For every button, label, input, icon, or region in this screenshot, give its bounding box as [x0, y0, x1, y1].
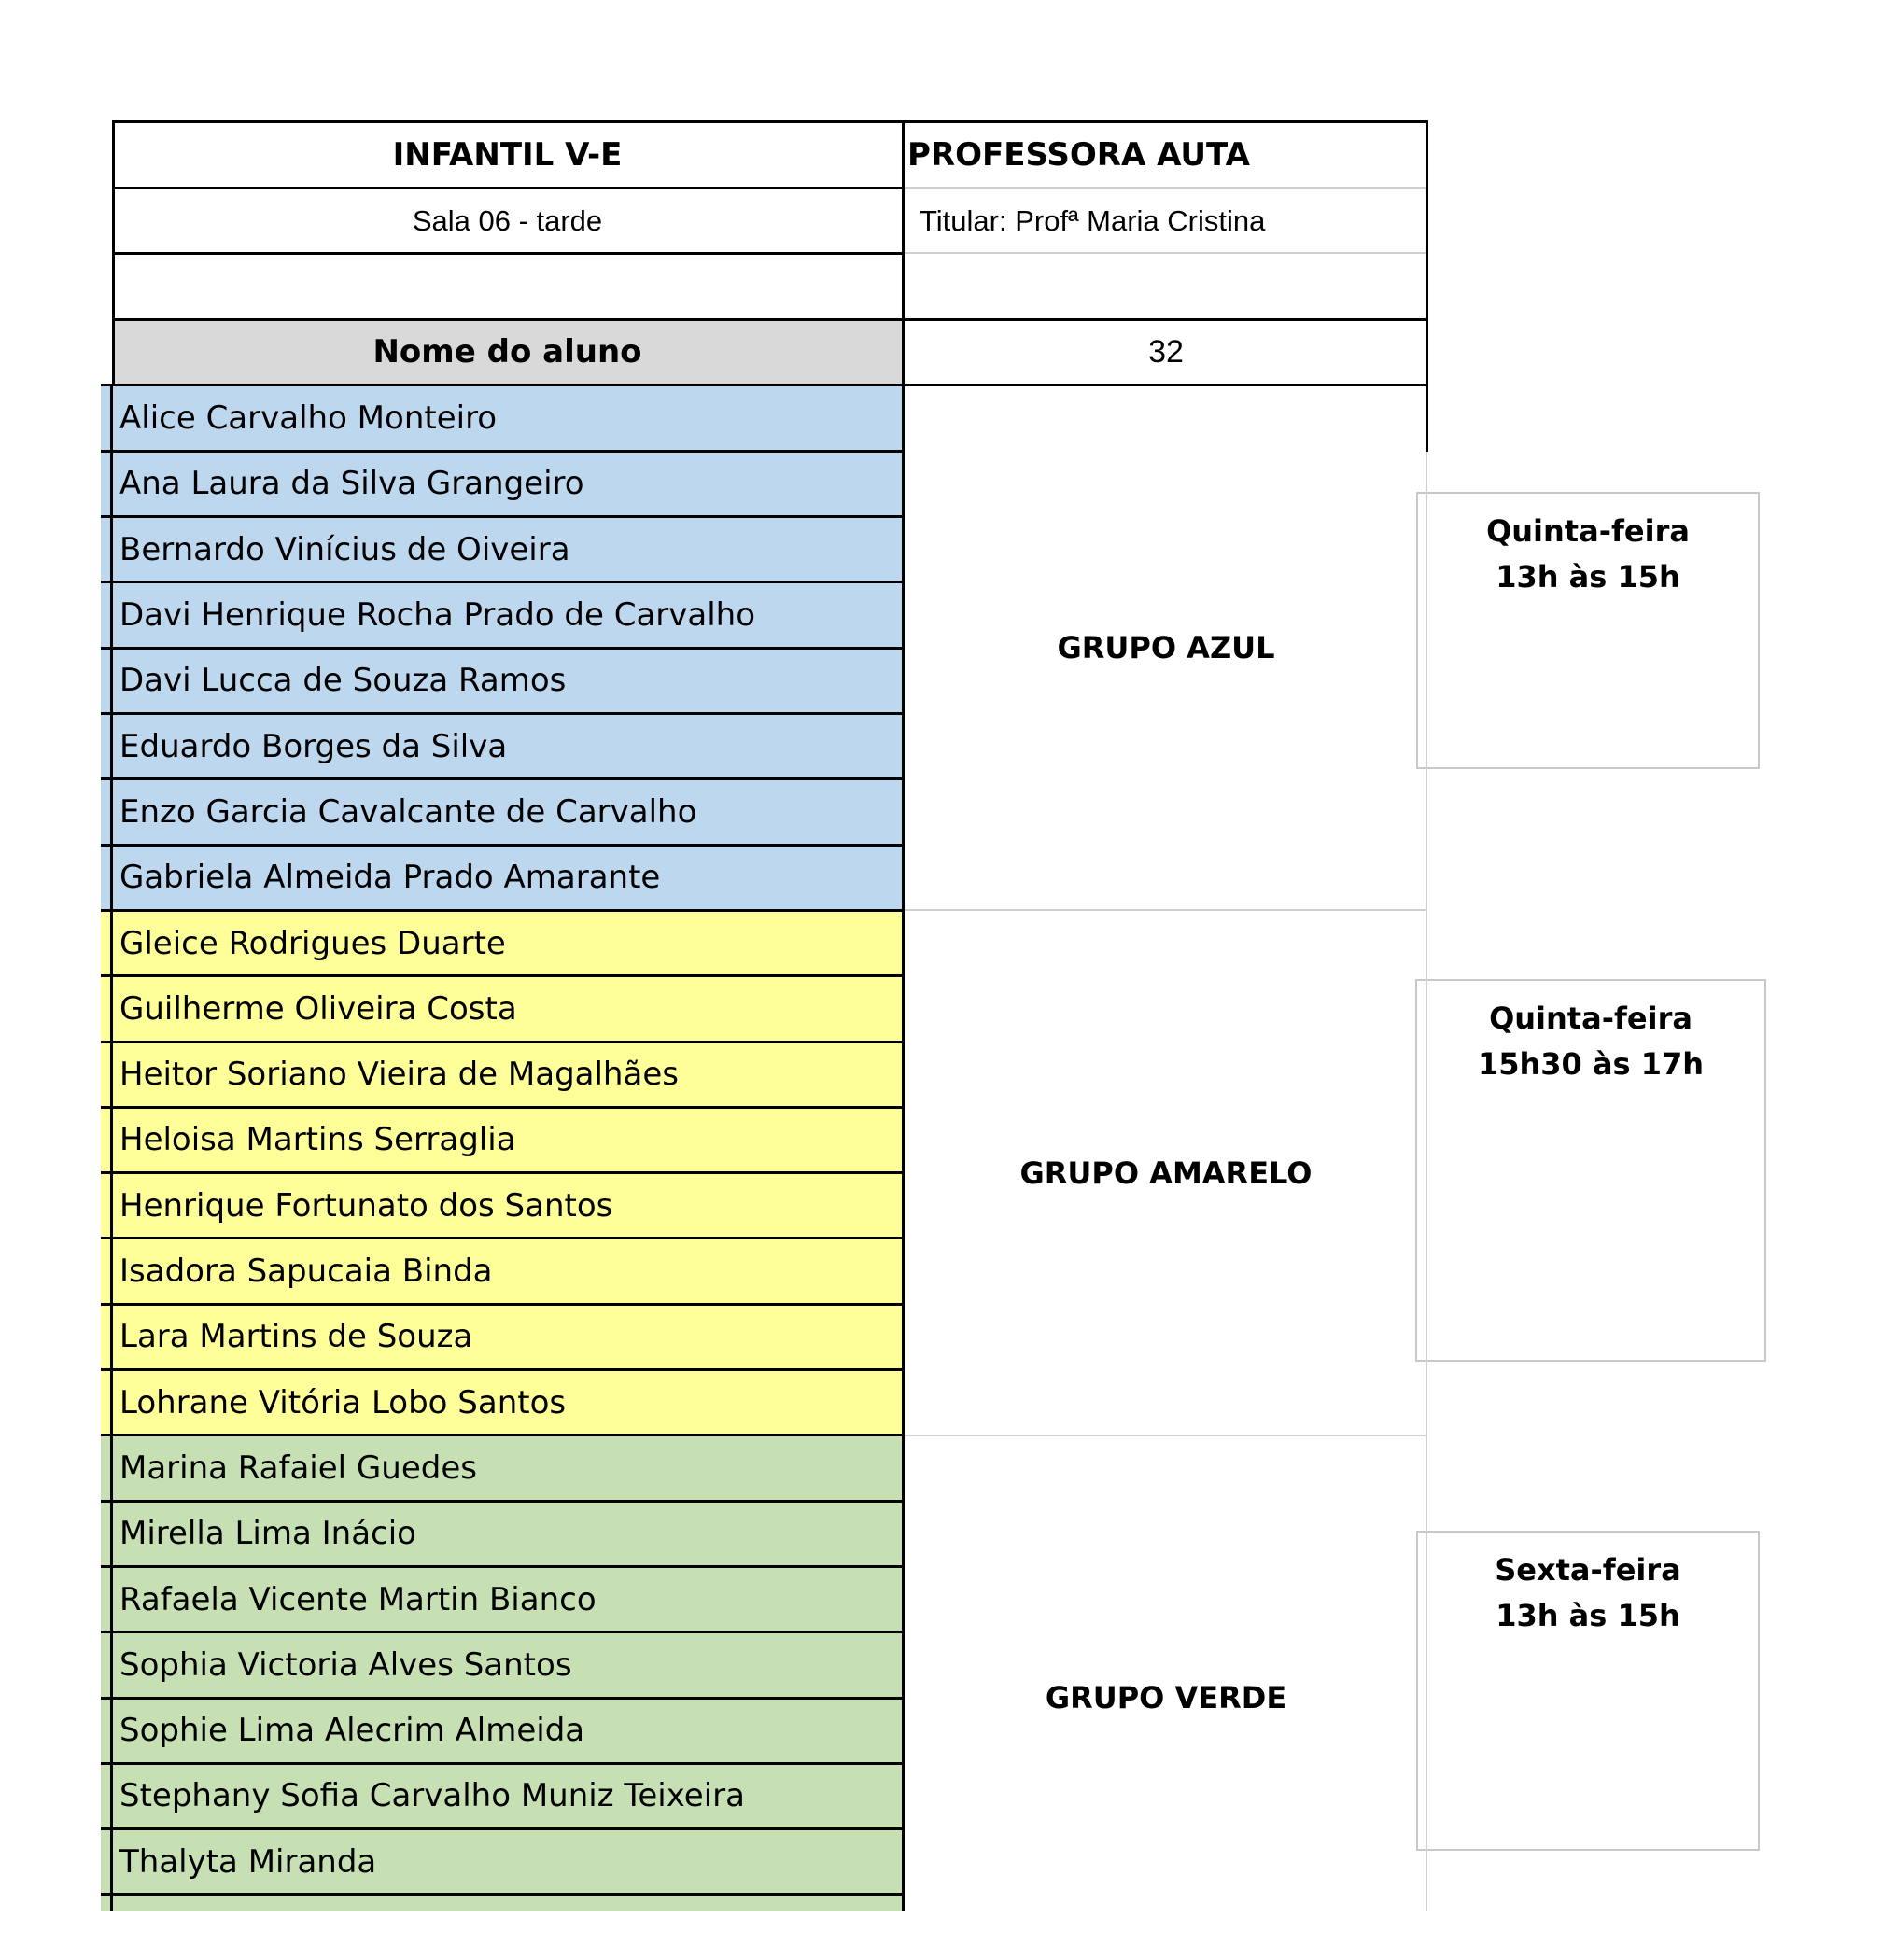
group-label: GRUPO AZUL: [1057, 630, 1275, 666]
student-row: Lohrane Vitória Lobo Santos: [101, 1370, 903, 1435]
grid-line: [101, 1697, 903, 1700]
grid-line: [112, 187, 905, 189]
student-row: Rafaela Vicente Martin Bianco: [101, 1566, 903, 1631]
grid-line: [112, 120, 1428, 123]
grid-line: [902, 120, 905, 1911]
grid-line: [905, 252, 1427, 254]
student-count: 32: [1148, 333, 1184, 370]
group-label: GRUPO VERDE: [1045, 1679, 1287, 1715]
student-row: Mirella Lima Inácio: [101, 1501, 903, 1566]
student-row: Bernardo Vinícius de Oiveira: [101, 517, 903, 582]
class-title: INFANTIL V-E: [392, 136, 623, 174]
grid-line: [905, 187, 1427, 189]
student-row: Ana Laura da Silva Grangeiro: [101, 451, 903, 516]
student-row: Alice Carvalho Monteiro: [101, 385, 903, 451]
grid-line: [112, 318, 1428, 321]
grid-line: [101, 581, 903, 583]
group-label: GRUPO AMARELO: [1019, 1155, 1313, 1191]
grid-line: [101, 1893, 903, 1896]
student-row: Guilherme Oliveira Costa: [101, 976, 903, 1042]
schedule-day: Sexta-feira: [1495, 1552, 1681, 1588]
schedule-day: Quinta-feira: [1489, 1001, 1692, 1036]
schedule-box: [1416, 492, 1760, 769]
grid-line: [1426, 120, 1428, 452]
titular-teacher: Titular: Profª Maria Cristina: [920, 204, 1266, 237]
grid-line: [101, 1106, 903, 1109]
grid-line: [101, 844, 903, 847]
student-row: Davi Henrique Rocha Prado de Carvalho: [101, 582, 903, 648]
student-row: Thalyta Miranda: [101, 1829, 903, 1895]
grid-line: [101, 1434, 903, 1436]
schedule-time: 13h às 15h: [1496, 1598, 1680, 1633]
student-row: Sophie Lima Alecrim Almeida: [101, 1698, 903, 1763]
grid-line: [101, 1368, 903, 1371]
student-row: Heloisa Martins Serraglia: [101, 1107, 903, 1172]
student-row-cutoff: [101, 1895, 903, 1911]
grid-line: [112, 120, 115, 385]
student-row: Gleice Rodrigues Duarte: [101, 910, 903, 975]
grid-line: [1426, 452, 1427, 1911]
grid-line: [101, 1827, 903, 1830]
grid-line: [101, 647, 903, 650]
student-row: Sophia Victoria Alves Santos: [101, 1632, 903, 1698]
schedule-box: [1416, 1531, 1760, 1851]
student-row: Isadora Sapucaia Binda: [101, 1239, 903, 1304]
student-row: Heitor Soriano Vieira de Magalhães: [101, 1042, 903, 1107]
student-row: Henrique Fortunato dos Santos: [101, 1173, 903, 1239]
grid-line: [905, 909, 1427, 911]
schedule-time: 13h às 15h: [1496, 559, 1680, 595]
grid-line: [101, 1500, 903, 1503]
grid-line: [101, 1041, 903, 1043]
grid-line: [101, 384, 1428, 386]
grid-line: [101, 1565, 903, 1568]
grid-line: [101, 515, 903, 518]
student-row: Gabriela Almeida Prado Amarante: [101, 845, 903, 910]
student-row: Lara Martins de Souza: [101, 1304, 903, 1369]
student-row: Marina Rafaiel Guedes: [101, 1435, 903, 1501]
schedule-time: 15h30 às 17h: [1477, 1046, 1705, 1082]
grid-line: [101, 909, 903, 912]
column-header-label: Nome do aluno: [372, 333, 642, 371]
student-row: Enzo Garcia Cavalcante de Carvalho: [101, 779, 903, 845]
grid-line: [101, 450, 903, 453]
student-row: Davi Lucca de Souza Ramos: [101, 648, 903, 713]
grid-line: [101, 777, 903, 780]
grid-line: [101, 1171, 903, 1174]
grid-line: [101, 974, 903, 977]
grid-line: [101, 1762, 903, 1765]
schedule-day: Quinta-feira: [1486, 513, 1690, 549]
grid-line: [112, 252, 905, 255]
room-info: Sala 06 - tarde: [412, 204, 603, 237]
grid-line: [110, 385, 113, 1911]
schedule-box: [1415, 979, 1766, 1362]
grid-line: [101, 1303, 903, 1306]
grid-line: [101, 1237, 903, 1239]
teacher-title: PROFESSORA AUTA: [907, 136, 1250, 174]
student-row: Eduardo Borges da Silva: [101, 714, 903, 779]
grid-line: [101, 1631, 903, 1633]
column-header-student-name: [112, 320, 903, 384]
student-row: Stephany Sofia Carvalho Muniz Teixeira: [101, 1763, 903, 1828]
grid-line: [905, 1435, 1427, 1436]
grid-line: [101, 712, 903, 715]
